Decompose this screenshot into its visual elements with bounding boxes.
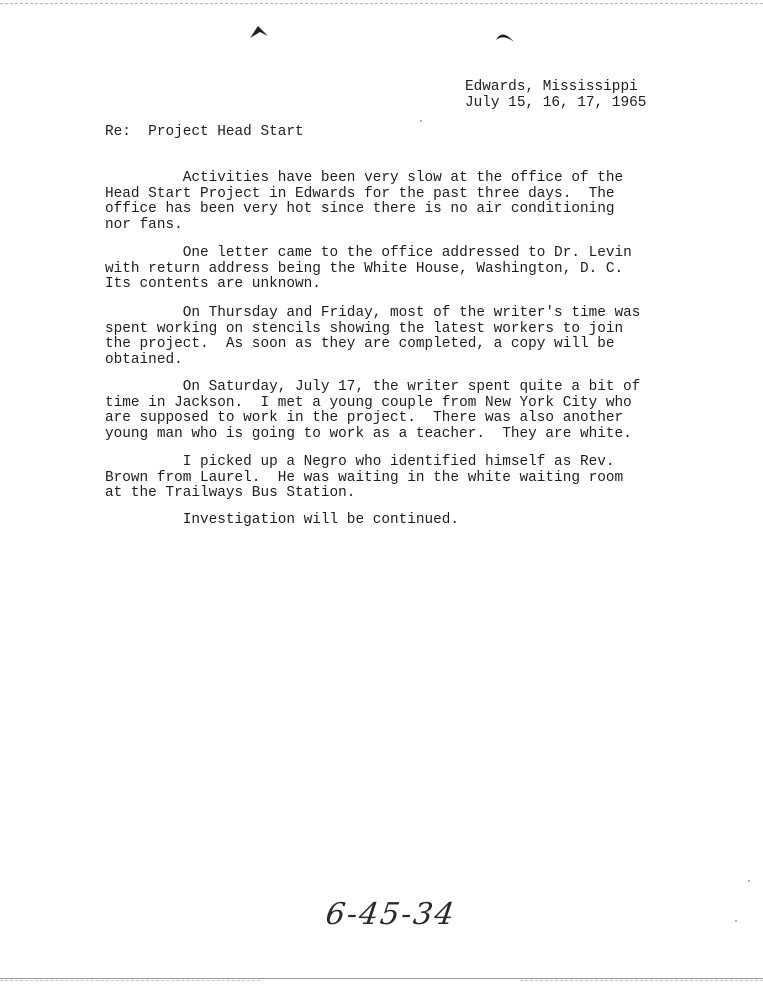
caret-mark-icon bbox=[494, 28, 516, 44]
paper-speck bbox=[735, 920, 737, 922]
paper-speck bbox=[420, 120, 422, 122]
body-paragraph: One letter came to the office addressed to Dr. Levin with return address being the White House, Washington, D. C. Its contents are unknown. bbox=[105, 245, 632, 292]
caret-mark-icon bbox=[248, 24, 270, 40]
body-paragraph: I picked up a Negro who identified himself as Rev. Brown from Laurel. He was waiting in the white waiting room at the Trailways Bus Station. bbox=[105, 454, 624, 501]
bottom-edge-dash bbox=[0, 980, 260, 981]
bottom-edge-line bbox=[0, 978, 763, 979]
body-paragraph: On Saturday, July 17, the writer spent quite a bit of time in Jackson. I met a young couple from New York City who are supposed to work in the project. There was also another young man who is going to work as a teacher. They are white. bbox=[105, 379, 641, 442]
date-line: July 15, 16, 17, 1965 bbox=[465, 94, 647, 111]
body-paragraph: Activities have been very slow at the office of the Head Start Project in Edwards for the past three days. The office has been very hot since there is no air conditioning nor fans. bbox=[105, 170, 624, 233]
place-date-block bbox=[465, 80, 646, 111]
paper-speck bbox=[748, 880, 750, 882]
bottom-edge-dash bbox=[520, 980, 763, 981]
body-paragraph: Investigation will be continued. bbox=[105, 512, 460, 528]
subject-line: Re: Project Head Start bbox=[105, 124, 304, 140]
handwritten-file-number: 6-45-34 bbox=[323, 897, 459, 932]
top-edge-line bbox=[0, 3, 763, 4]
place-line: Edwards, Mississippi bbox=[465, 79, 638, 95]
body-paragraph: On Thursday and Friday, most of the writer's time was spent working on stencils showing the latest workers to join the project. As soon as they are completed, a copy will be obtained. bbox=[105, 305, 641, 368]
